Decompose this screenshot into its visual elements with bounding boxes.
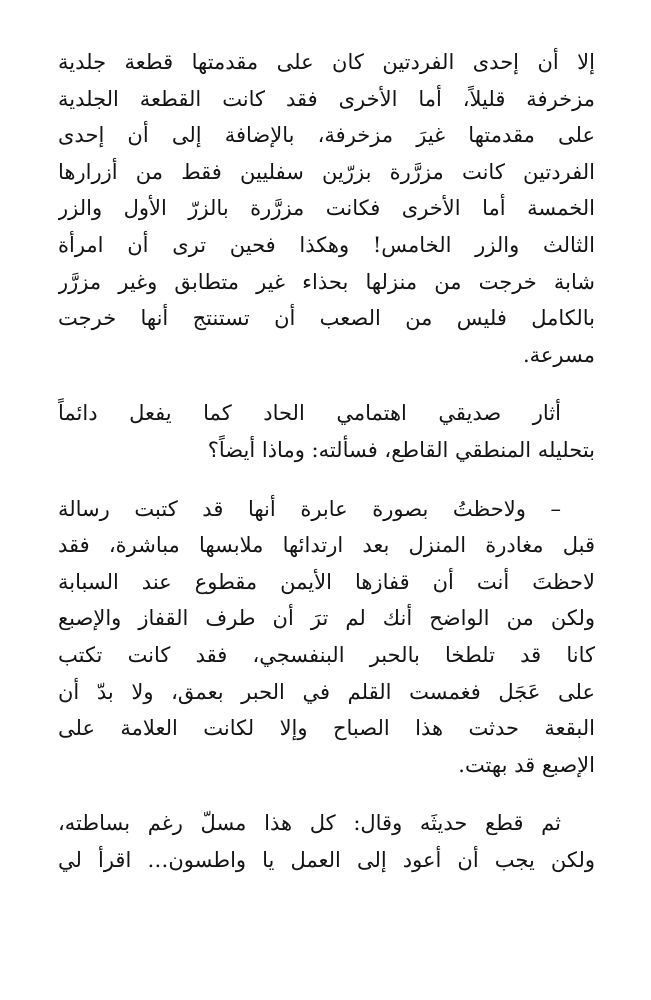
paragraph-ending: [58, 805, 595, 878]
text-line: قبل مغادرة المنزل بعد ارتدائها ملابسها مباشرة، فقد: [58, 533, 595, 558]
text-line: البقعة حدثت هذا الصباح وإلا لكانت العلامة على: [58, 716, 595, 741]
text-line: الفردتين كانت مزرَّرة بزرّين سفليين فقط من أزرارها: [58, 159, 595, 184]
text-line: على مقدمتها غيرَ مزخرفة، بالإضافة إلى أن إحدى: [58, 123, 595, 148]
book-page: [58, 44, 595, 994]
paragraph-question: [58, 395, 595, 468]
text-line: كانا قد تلطخا بالحبر البنفسجي، فقد كانت تكتب: [58, 642, 595, 667]
paragraph-letter: [58, 491, 595, 784]
text-line: مسرعة.: [522, 342, 595, 367]
text-line: بالكامل فليس من الصعب أن تستنتج أنها خرجت: [58, 306, 595, 331]
text-line: شابة خرجت من منزلها بحذاء غير متطابق وغير مزرَّر: [58, 269, 595, 294]
text-line: لاحظتَ أنت أن قفازها الأيمن مقطوع عند السبابة: [58, 569, 595, 594]
text-line: ولكن من الواضح أنك لم ترَ أن طرف القفاز والإصبع: [58, 606, 595, 631]
text-line: ولكن يجب أن أعود إلى العمل يا واطسون… اقرأ لي: [58, 847, 595, 872]
text-line: – ولاحظتُ بصورة عابرة أنها قد كتبت رسالة: [58, 496, 561, 521]
text-line: إلا أن إحدى الفردتين كان على مقدمتها قطعة جلدية: [58, 50, 595, 74]
text-line: الخمسة أما الأخرى فكانت مزرَّرة بالزرّ الأول والزر: [58, 196, 595, 221]
text-line: أثار صديقي اهتمامي الحاد كما يفعل دائماً: [58, 401, 561, 426]
text-line: الثالث والزر الخامس! وهكذا فحين ترى أن امرأة: [58, 232, 595, 257]
paragraph-shoes: [58, 44, 595, 373]
text-line: على عَجَل فغمست القلم في الحبر بعمق، ولا بدّ أن: [58, 679, 595, 704]
text-line: مزخرفة قليلاً، أما الأخرى فقد كانت القطعة الجلدية: [58, 86, 595, 111]
text-line: ثم قطع حديثَه وقال: كل هذا مسلّ رغم بساطته،: [58, 811, 561, 836]
text-line: الإصبع قد بهتت.: [458, 752, 595, 777]
text-line: بتحليله المنطقي القاطع، فسألته: وماذا أيضاً؟: [207, 437, 595, 462]
